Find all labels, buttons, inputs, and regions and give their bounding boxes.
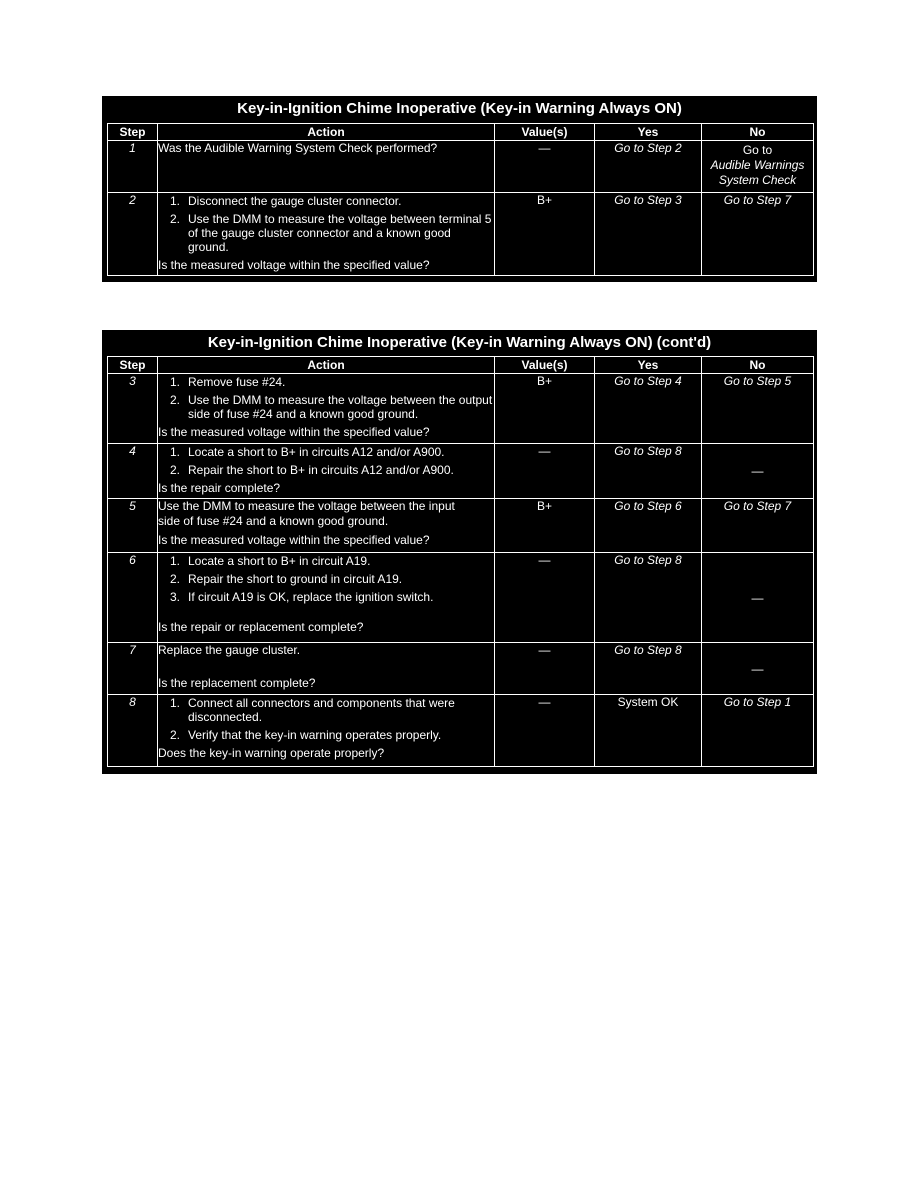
step-number: 6 (108, 553, 158, 643)
action-cell (158, 499, 495, 553)
action-item (170, 375, 494, 389)
step-number: 3 (108, 374, 158, 444)
header-no: No (702, 357, 814, 374)
action-question: Is the replacement complete? (158, 676, 316, 690)
yes-cell: Go to Step 8 (595, 444, 702, 499)
table-row (108, 695, 814, 767)
item-text: Locate a short to B+ in circuit A19. (188, 554, 371, 568)
table-row (108, 193, 814, 276)
table-title: Key-in-Ignition Chime Inoperative (Key-in Warning Always ON) (cont'd) (207, 334, 712, 351)
yes-cell: Go to Step 8 (595, 643, 702, 695)
header-action: Action (158, 357, 495, 374)
step-number: 8 (108, 695, 158, 767)
table-title: Key-in-Ignition Chime Inoperative (Key-in Warning Always ON) (237, 100, 682, 117)
item-number: 2. (170, 572, 181, 586)
value-cell: — (495, 444, 595, 499)
no-cell: — (702, 553, 814, 643)
yes-cell: Go to Step 2 (595, 141, 702, 193)
header-yes: Yes (595, 357, 702, 374)
action-item (170, 554, 494, 568)
item-text: Locate a short to B+ in circuits A12 and/or A900. (188, 445, 445, 459)
steps-table (107, 356, 814, 767)
no-goto-label: Go to (742, 143, 773, 157)
item-text: If circuit A19 is OK, replace the ignition switch. (188, 590, 434, 604)
item-number: 1. (170, 696, 181, 710)
item-number: 2. (170, 463, 181, 477)
action-cell (158, 643, 495, 695)
action-cell (158, 193, 495, 276)
action-item (170, 590, 494, 604)
step-number: 2 (108, 193, 158, 276)
value-cell: B+ (495, 374, 595, 444)
action-item (170, 728, 494, 742)
header-values: Value(s) (495, 357, 595, 374)
action-cell (158, 553, 495, 643)
header-no: No (702, 124, 814, 141)
action-question: Does the key-in warning operate properly? (158, 746, 385, 760)
action-question: Is the repair or replacement complete? (158, 620, 364, 634)
value-cell: — (495, 141, 595, 193)
item-number: 2. (170, 728, 181, 742)
action-cell (158, 444, 495, 499)
header-values: Value(s) (495, 124, 595, 141)
item-number: 1. (170, 375, 181, 389)
action-item (170, 393, 494, 421)
header-action: Action (158, 124, 495, 141)
value-cell: B+ (495, 499, 595, 553)
action-cell (158, 695, 495, 767)
item-text: Use the DMM to measure the voltage between terminal 5 of the gauge cluster connector and a known good ground. (188, 212, 492, 254)
table-row (108, 444, 814, 499)
item-text: Repair the short to ground in circuit A19. (188, 572, 403, 586)
value-cell: — (495, 695, 595, 767)
item-text: Remove fuse #24. (188, 375, 286, 389)
item-number: 1. (170, 554, 181, 568)
no-cell: — (702, 643, 814, 695)
header-row (108, 357, 814, 374)
header-row (108, 124, 814, 141)
no-cell: Go to Step 5 (702, 374, 814, 444)
diagnostic-table-1 (102, 96, 817, 282)
value-cell: — (495, 553, 595, 643)
action-item (170, 572, 494, 586)
no-cell (702, 141, 814, 193)
value-cell: — (495, 643, 595, 695)
table-row (108, 374, 814, 444)
action-question: Is the measured voltage within the specified value? (158, 258, 430, 272)
action-cell (158, 374, 495, 444)
header-yes: Yes (595, 124, 702, 141)
item-text: Verify that the key-in warning operates properly. (188, 728, 442, 742)
action-item (170, 696, 494, 724)
no-goto-target-line1: Audible Warnings (710, 158, 805, 172)
yes-cell: Go to Step 6 (595, 499, 702, 553)
item-text: Disconnect the gauge cluster connector. (188, 194, 402, 208)
item-text: Repair the short to B+ in circuits A12 and/or A900. (188, 463, 454, 477)
item-number: 2. (170, 212, 181, 226)
step-number: 7 (108, 643, 158, 695)
action-cell (158, 141, 495, 193)
action-question: Was the Audible Warning System Check performed? (158, 141, 438, 155)
no-cell: Go to Step 1 (702, 695, 814, 767)
yes-cell: Go to Step 3 (595, 193, 702, 276)
action-question: Is the repair complete? (158, 481, 281, 495)
item-number: 3. (170, 590, 181, 604)
no-cell: Go to Step 7 (702, 499, 814, 553)
item-number: 2. (170, 393, 181, 407)
step-number: 1 (108, 141, 158, 193)
steps-table (107, 123, 814, 276)
action-item (170, 212, 494, 254)
action-line: side of fuse #24 and a known good ground. (158, 514, 389, 528)
yes-cell: Go to Step 4 (595, 374, 702, 444)
item-text: Use the DMM to measure the voltage between the output side of fuse #24 and a known good ground. (188, 393, 493, 421)
no-cell: — (702, 444, 814, 499)
action-line: Use the DMM to measure the voltage between the input (158, 499, 455, 513)
yes-cell: System OK (595, 695, 702, 767)
diagnostic-table-2 (102, 330, 817, 774)
step-number: 5 (108, 499, 158, 553)
action-question: Is the measured voltage within the specified value? (158, 533, 430, 547)
action-question: Is the measured voltage within the specified value? (158, 425, 430, 439)
table-row (108, 553, 814, 643)
action-item (170, 463, 494, 477)
no-cell: Go to Step 7 (702, 193, 814, 276)
item-number: 1. (170, 445, 181, 459)
table-row (108, 499, 814, 553)
item-number: 1. (170, 194, 181, 208)
no-goto-target-line2: System Check (718, 173, 797, 187)
value-cell: B+ (495, 193, 595, 276)
yes-cell: Go to Step 8 (595, 553, 702, 643)
header-step: Step (108, 357, 158, 374)
action-line: Replace the gauge cluster. (158, 643, 301, 657)
table-row (108, 141, 814, 193)
item-text: Connect all connectors and components that were disconnected. (188, 696, 455, 724)
step-number: 4 (108, 444, 158, 499)
header-step: Step (108, 124, 158, 141)
action-item (170, 445, 494, 459)
action-item (170, 194, 494, 208)
table-row (108, 643, 814, 695)
